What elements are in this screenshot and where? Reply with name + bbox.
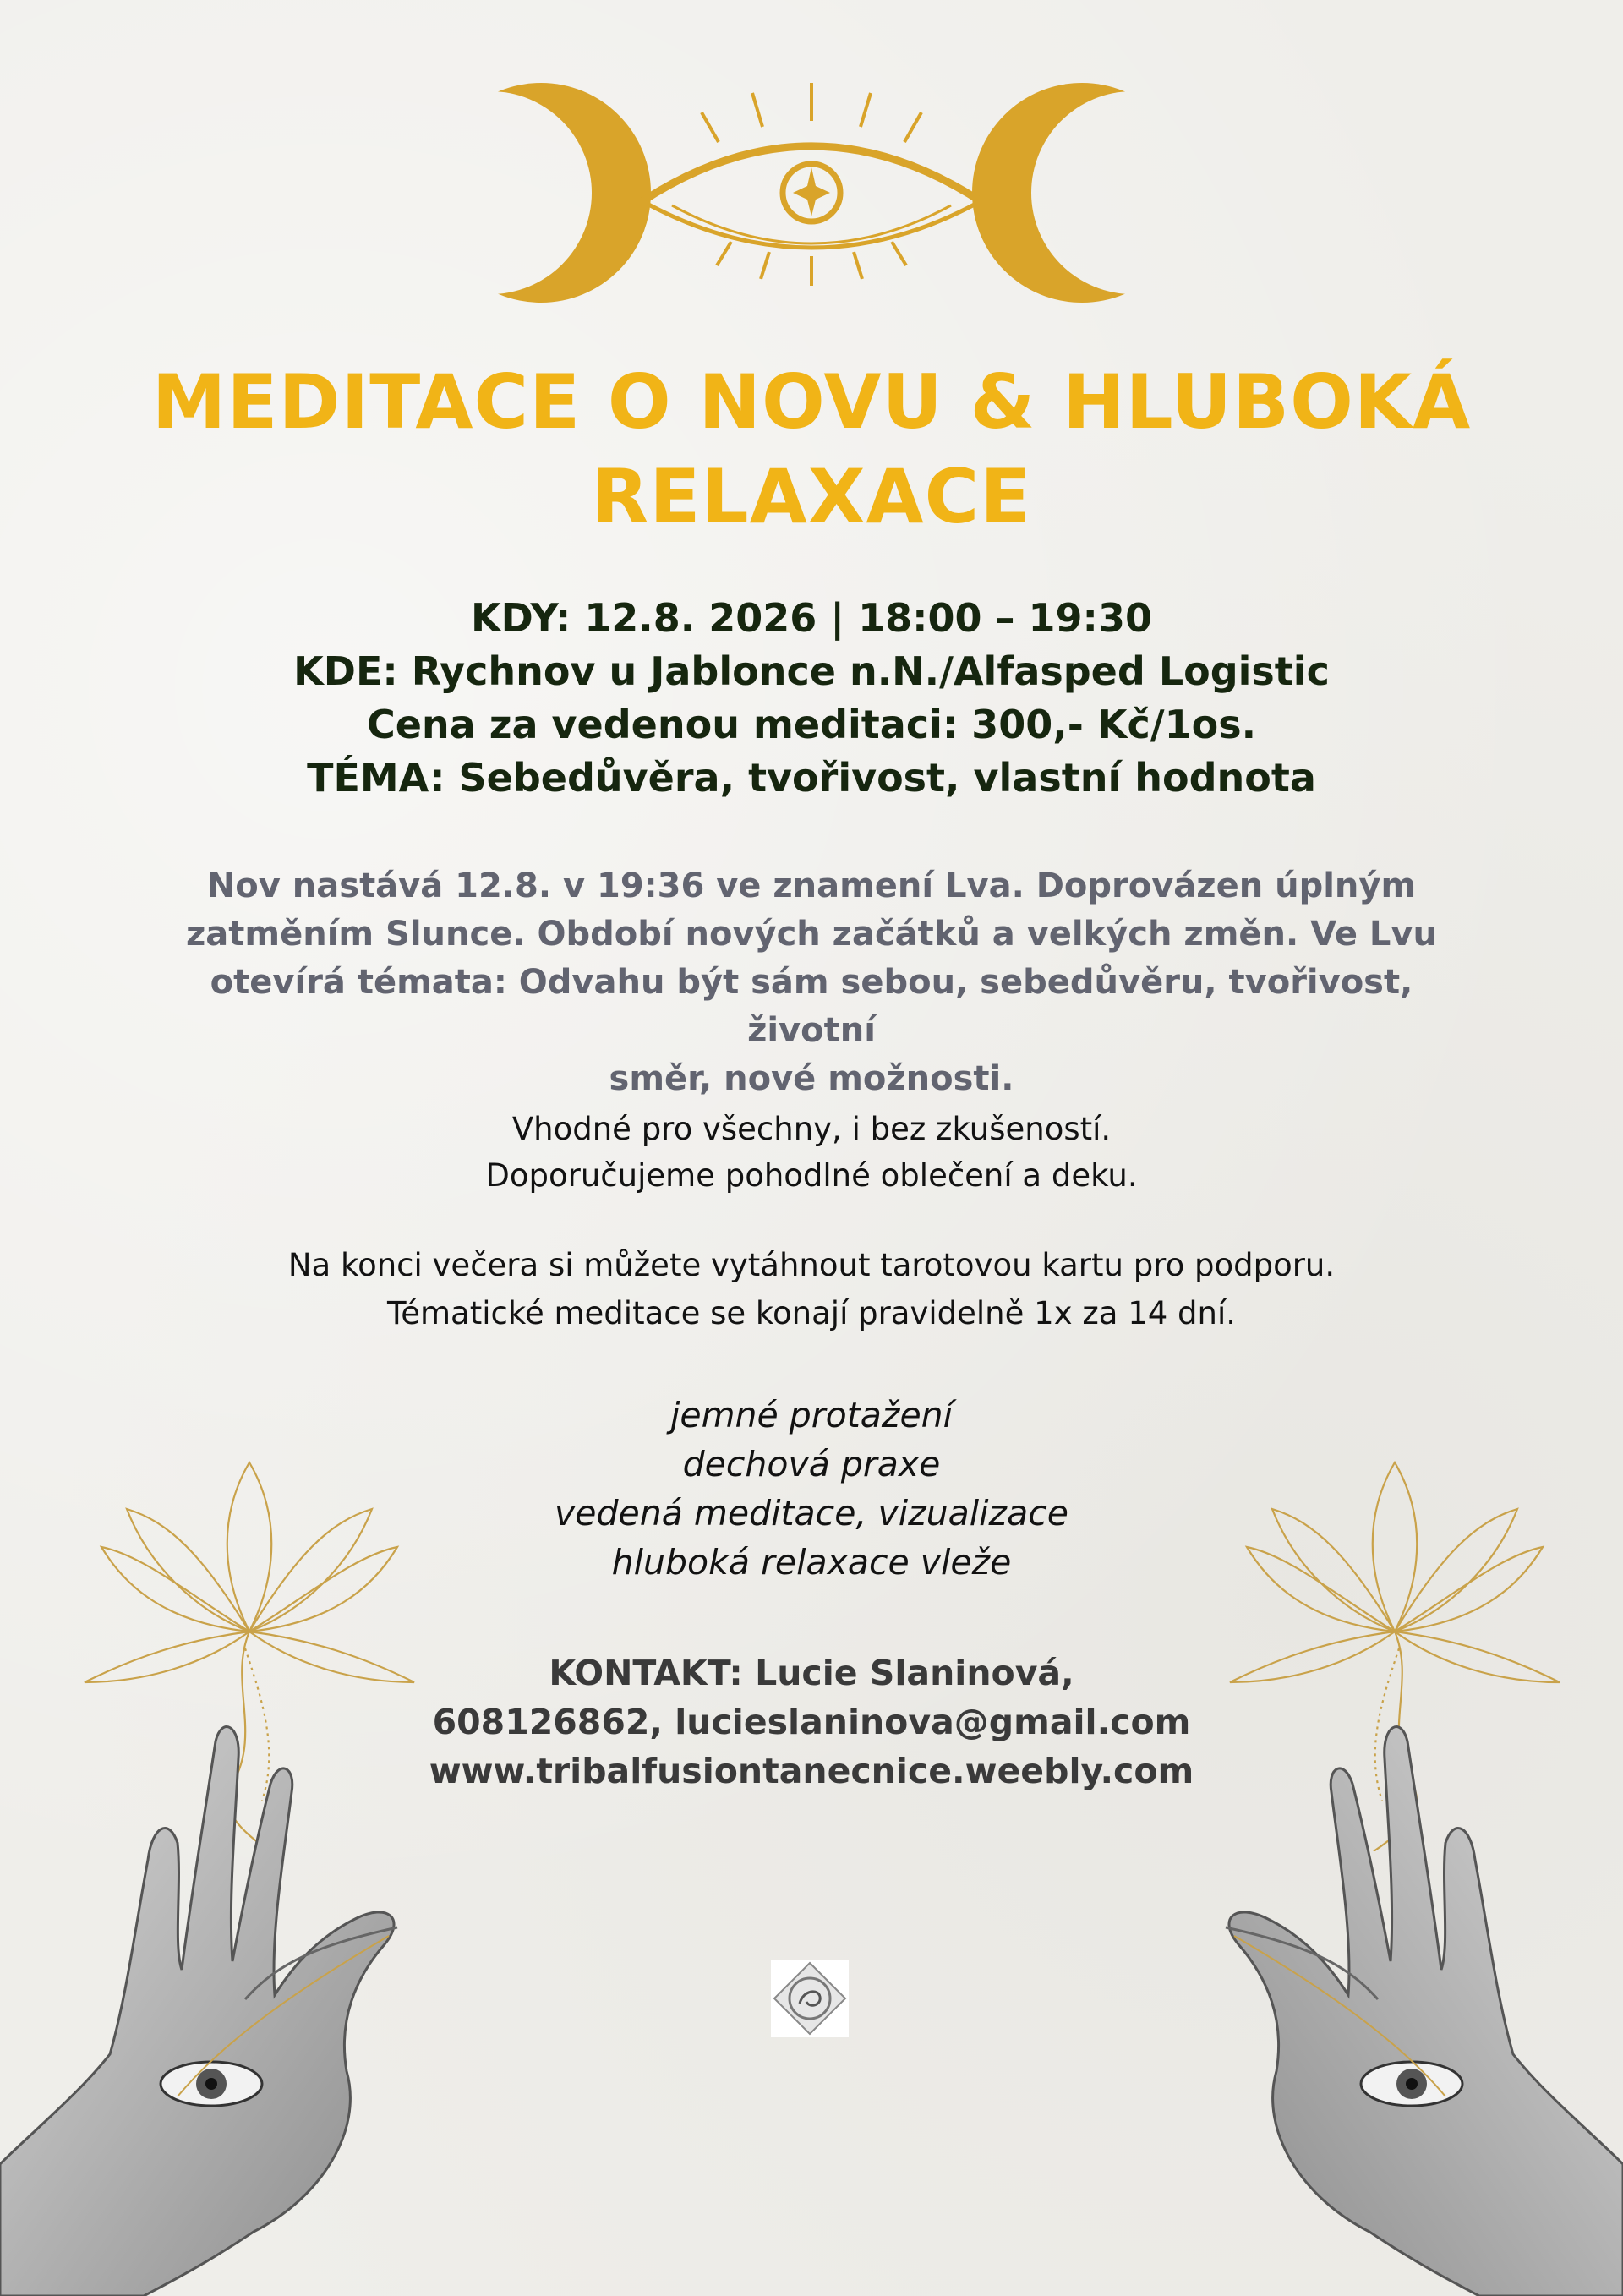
contact-info: [0, 1648, 1623, 1796]
page-title: [0, 355, 1623, 544]
program-item: vedená meditace, vizualizace: [555, 1493, 1068, 1533]
event-info: [0, 592, 1623, 805]
suitable-line-2: Doporučujeme pohodlné oblečení a deku.: [485, 1157, 1138, 1194]
title-line-2: RELAXACE: [591, 453, 1032, 540]
description-line-4: směr, nové možnosti.: [609, 1059, 1014, 1098]
event-description: [169, 862, 1454, 1103]
event-when: KDY: 12.8. 2026 | 18:00 – 19:30: [471, 595, 1152, 641]
extra-line-2: Tématické meditace se konají pravidelně 1x za 14 dní.: [386, 1295, 1237, 1331]
description-line-1: Nov nastává 12.8. v 19:36 ve znamení Lva. Doprovázen úplným: [206, 866, 1417, 905]
suitable-line-1: Vhodné pro všechny, i bez zkušeností.: [511, 1111, 1112, 1147]
extra-note: [0, 1241, 1623, 1337]
extra-line-1: Na konci večera si můžete vytáhnout tarotovou kartu pro podporu.: [287, 1247, 1336, 1283]
title-line-1: MEDITACE O NOVU & HLUBOKÁ: [151, 358, 1472, 446]
dragon-seal-logo-icon: [771, 1960, 849, 2037]
suitability-note: [0, 1106, 1623, 1199]
contact-name: KONTAKT: Lucie Slaninová,: [549, 1653, 1074, 1693]
event-price: Cena za vedenou meditaci: 300,- Kč/1os.: [366, 702, 1257, 747]
description-line-3: otevírá témata: Odvahu být sám sebou, sebedůvěru, tvořivost, životní: [210, 963, 1413, 1050]
contact-website[interactable]: www.tribalfusiontanecnice.weebly.com: [429, 1751, 1194, 1791]
program-list: [0, 1391, 1623, 1587]
program-item: jemné protažení: [669, 1395, 954, 1435]
description-line-2: zatměním Slunce. Období nových začátků a velkých změn. Ve Lvu: [186, 915, 1437, 954]
program-item: dechová praxe: [682, 1444, 941, 1484]
event-where: KDE: Rychnov u Jablonce n.N./Alfasped Logistic: [293, 648, 1330, 694]
contact-phone-email[interactable]: 608126862, lucieslaninova@gmail.com: [432, 1702, 1191, 1742]
event-topic: TÉMA: Sebedůvěra, tvořivost, vlastní hodnota: [307, 755, 1316, 801]
moon-eye-emblem-icon: [397, 74, 1226, 311]
program-item: hluboká relaxace vleže: [611, 1542, 1012, 1583]
